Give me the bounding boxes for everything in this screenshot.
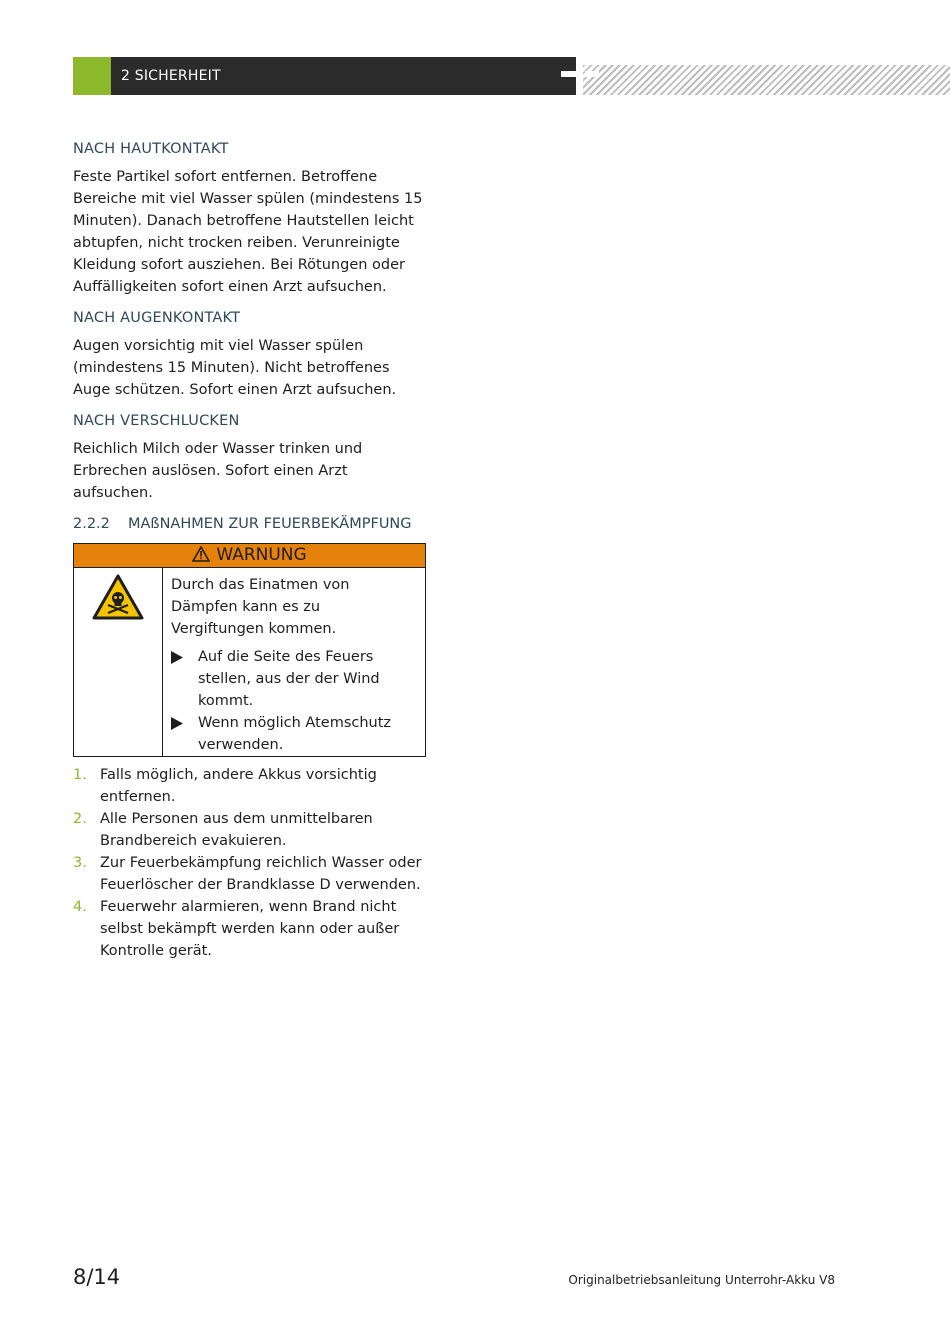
step-number: 4. — [73, 899, 87, 915]
warning-icon-cell — [74, 568, 163, 756]
list-item — [73, 896, 427, 962]
section-text-eyes: Augen vorsichtig mit viel Wasser spülen (mindestens 15 Minuten). Nicht betroffenes Auge schützen. Sofort einen Arzt aufsuchen. — [73, 338, 397, 398]
section-heading-eyes: NACH AUGENKONTAKT — [73, 310, 241, 326]
warning-bullet-text: Wenn möglich Atemschutz verwenden. — [198, 715, 392, 753]
warning-content — [163, 568, 425, 756]
toxic-skull-icon — [92, 574, 144, 620]
step-text: Feuerwehr alarmieren, wenn Brand nicht selbst bekämpft werden kann oder außer Kontrolle gerät. — [100, 899, 400, 959]
step-number: 3. — [73, 855, 87, 871]
subsection-number: 2.2.2 — [73, 516, 110, 532]
warning-triangle-icon — [192, 546, 210, 562]
chapter-title: 2 SICHERHEIT — [121, 68, 221, 84]
warning-text: Durch das Einatmen von Dämpfen kann es zu Vergiftungen kommen. — [171, 577, 350, 637]
list-item — [171, 712, 417, 756]
subsection-heading — [73, 513, 427, 535]
warning-bullet-list — [171, 646, 417, 756]
step-text: Alle Personen aus dem unmittelbaren Brandbereich evakuieren. — [100, 811, 373, 849]
triangle-bullet-icon — [171, 646, 198, 712]
warning-title-bar — [74, 544, 425, 568]
list-item — [73, 852, 427, 896]
chapter-accent-block — [73, 57, 111, 95]
warning-title: WARNUNG — [216, 545, 307, 565]
header-stripe-pattern — [583, 65, 950, 95]
warning-body — [74, 568, 425, 756]
section-text-skin: Feste Partikel sofort entfernen. Betroffene Bereiche mit viel Wasser spülen (mindestens 15 Minuten). Danach betroffene Hautstellen leicht abtupfen, nicht trocken reiben. Verunreinigte Kleidung sofort ausziehen. Bei Rötungen oder Auffälligkeiten sofort einen Arzt aufsuchen. — [73, 169, 423, 295]
header-dash — [561, 71, 581, 77]
triangle-bullet-icon — [171, 712, 198, 756]
warning-box — [73, 543, 426, 757]
subsection-title: MAßNAHMEN ZUR FEUERBEKÄMPFUNG — [128, 516, 412, 532]
page-number: 8/14 — [73, 1265, 121, 1289]
main-content — [73, 138, 427, 962]
list-item — [73, 808, 427, 852]
chapter-header — [73, 57, 576, 95]
document-title: Originalbetriebsanleitung Unterrohr-Akku V8 — [568, 1273, 835, 1287]
section-heading-swallow: NACH VERSCHLUCKEN — [73, 413, 240, 429]
step-number: 2. — [73, 811, 87, 827]
section-text-swallow: Reichlich Milch oder Wasser trinken und Erbrechen auslösen. Sofort einen Arzt aufsuchen. — [73, 441, 363, 501]
list-item — [171, 646, 417, 712]
step-number: 1. — [73, 767, 87, 783]
section-heading-skin: NACH HAUTKONTAKT — [73, 141, 229, 157]
list-item — [73, 764, 427, 808]
instruction-steps — [73, 764, 427, 962]
header-dash — [585, 71, 599, 77]
warning-bullet-text: Auf die Seite des Feuers stellen, aus der der Wind kommt. — [198, 649, 380, 709]
step-text: Falls möglich, andere Akkus vorsichtig entfernen. — [100, 767, 377, 805]
step-text: Zur Feuerbekämpfung reichlich Wasser oder Feuerlöscher der Brandklasse D verwenden. — [100, 855, 422, 893]
